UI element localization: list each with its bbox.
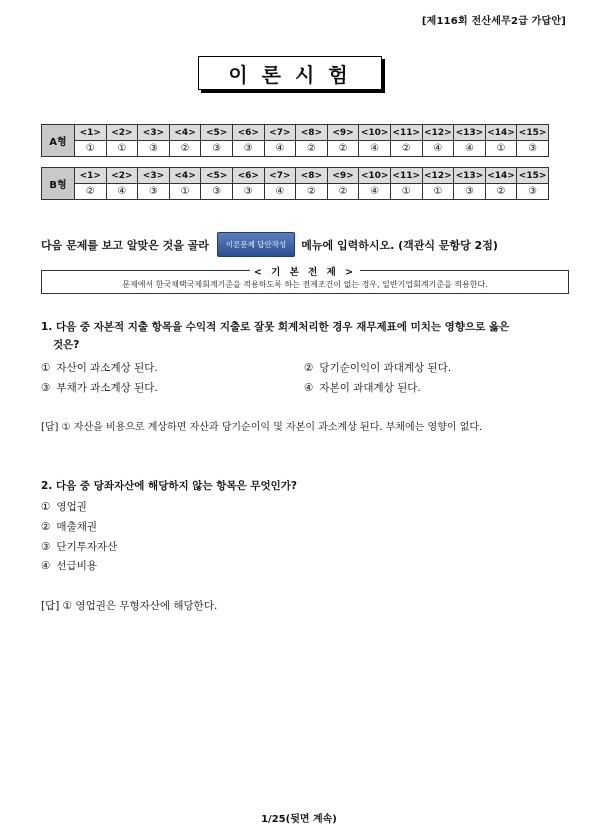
question-number: <1> [75, 125, 107, 141]
option-marker: ① [41, 501, 51, 513]
answer-cell: ② [169, 141, 201, 157]
question-number: <1> [75, 168, 107, 184]
answer-cell: ① [485, 141, 517, 157]
premise-text: 문제에서 한국채택국제회계기준을 적용하도록 하는 전제조건이 없는 경우, 일반기업회계기준을 적용한다. [122, 280, 488, 289]
question-2-title [41, 477, 571, 495]
question-number: <12> [422, 125, 454, 141]
exam-header-tag: [제116회 전산세무2급 가답안] [421, 16, 566, 27]
question-number: <14> [485, 168, 517, 184]
answer-cell: ③ [201, 184, 233, 200]
question-2-answer: [답] ① 영업권은 무형자산에 해당한다. [41, 600, 218, 612]
premise-title: < 기 본 전 제 > [250, 264, 360, 278]
question-1-option-2[interactable] [304, 360, 451, 375]
answer-cell: ② [296, 184, 328, 200]
basic-premise-box [41, 267, 569, 294]
question-number: <13> [454, 168, 486, 184]
answer-cell: ① [390, 184, 422, 200]
answer-cell: ④ [359, 141, 391, 157]
question-number: <3> [138, 125, 170, 141]
answer-cell: ① [75, 141, 107, 157]
theory-answer-menu-button[interactable]: 이론문제 답안작성 [217, 232, 295, 257]
instruction-text-after: 메뉴에 입력하시오. (객관식 문항당 2점) [301, 238, 498, 252]
question-number: <8> [296, 168, 328, 184]
answer-cell: ② [485, 184, 517, 200]
answer-cell: ② [327, 184, 359, 200]
answer-cell: ④ [264, 184, 296, 200]
question-number: <4> [169, 125, 201, 141]
question-number: <11> [390, 125, 422, 141]
option-marker: ④ [304, 382, 314, 394]
page-footer: 1/25(뒷면 계속) [261, 814, 337, 825]
answer-table-b [41, 167, 549, 200]
instruction-text-before: 다음 문제를 보고 알맞은 것을 골라 [41, 238, 209, 252]
question-2-option-3[interactable] [41, 539, 117, 554]
question-2-option-1[interactable] [41, 499, 87, 514]
answer-table-a [41, 124, 549, 157]
answer-cell: ③ [201, 141, 233, 157]
question-1-answer: [답] ① 자산을 비용으로 계상하면 자산과 당기순이익 및 자본이 과소계상 된다. 부채에는 영향이 없다. [41, 422, 483, 433]
option-marker: ④ [41, 560, 51, 572]
option-marker: ② [304, 362, 314, 374]
answer-cell: ② [296, 141, 328, 157]
answer-cell: ① [106, 141, 138, 157]
question-number: <9> [327, 168, 359, 184]
question-title-line: 것은? [53, 339, 80, 351]
question-number: <7> [264, 168, 296, 184]
answer-cell: ② [327, 141, 359, 157]
question-1-option-4[interactable] [304, 380, 421, 395]
question-number: <4> [169, 168, 201, 184]
question-title-line: 1. 다음 중 자본적 지출 항목을 수익적 지출로 잘못 회계처리한 경우 재무제표에 미치는 영향으로 옳은 [41, 321, 510, 333]
question-1-option-1[interactable] [41, 360, 158, 375]
answer-cell: ④ [422, 141, 454, 157]
answer-cell: ③ [517, 184, 549, 200]
instruction-line [41, 232, 571, 257]
answer-type-label: B형 [42, 168, 75, 200]
question-number: <8> [296, 125, 328, 141]
question-number: <2> [106, 168, 138, 184]
question-1-option-3[interactable] [41, 380, 158, 395]
question-number: <15> [517, 125, 549, 141]
option-text: 당기순이익이 과대계상 된다. [319, 362, 452, 374]
question-number: <15> [517, 168, 549, 184]
question-number: <3> [138, 168, 170, 184]
answer-cell: ③ [517, 141, 549, 157]
option-marker: ① [41, 362, 51, 374]
answer-cell: ③ [138, 184, 170, 200]
option-text: 자산이 과소계상 된다. [56, 362, 158, 374]
answer-cell: ④ [359, 184, 391, 200]
question-number: <14> [485, 125, 517, 141]
question-2-option-4[interactable] [41, 558, 97, 573]
question-number: <6> [232, 168, 264, 184]
question-2-option-2[interactable] [41, 519, 97, 534]
option-text: 부채가 과소계상 된다. [56, 382, 158, 394]
question-number: <7> [264, 125, 296, 141]
question-number: <2> [106, 125, 138, 141]
answer-cell: ④ [106, 184, 138, 200]
question-number: <6> [232, 125, 264, 141]
option-marker: ② [41, 521, 51, 533]
question-number: <9> [327, 125, 359, 141]
question-number: <11> [390, 168, 422, 184]
question-number: <13> [454, 125, 486, 141]
option-text: 자본이 과대계상 된다. [319, 382, 421, 394]
answer-cell: ④ [454, 141, 486, 157]
question-number: <10> [359, 125, 391, 141]
page-title: 이론시험 [198, 56, 382, 90]
question-number: <5> [201, 168, 233, 184]
question-number: <10> [359, 168, 391, 184]
option-marker: ③ [41, 541, 51, 553]
answer-type-label: A형 [42, 125, 75, 157]
question-1-title [41, 318, 571, 354]
answer-cell: ③ [232, 141, 264, 157]
answer-cell: ③ [454, 184, 486, 200]
option-text: 매출채권 [56, 521, 97, 533]
question-number: <12> [422, 168, 454, 184]
answer-cell: ③ [138, 141, 170, 157]
question-number: <5> [201, 125, 233, 141]
answer-cell: ④ [264, 141, 296, 157]
option-text: 단기투자자산 [56, 541, 118, 553]
answer-cell: ③ [232, 184, 264, 200]
question-title-line: 2. 다음 중 당좌자산에 해당하지 않는 항목은 무엇인가? [41, 480, 297, 492]
option-marker: ③ [41, 382, 51, 394]
answer-cell: ① [422, 184, 454, 200]
answer-cell: ② [390, 141, 422, 157]
answer-cell: ② [75, 184, 107, 200]
answer-cell: ① [169, 184, 201, 200]
option-text: 영업권 [56, 501, 87, 513]
option-text: 선급비용 [56, 560, 97, 572]
